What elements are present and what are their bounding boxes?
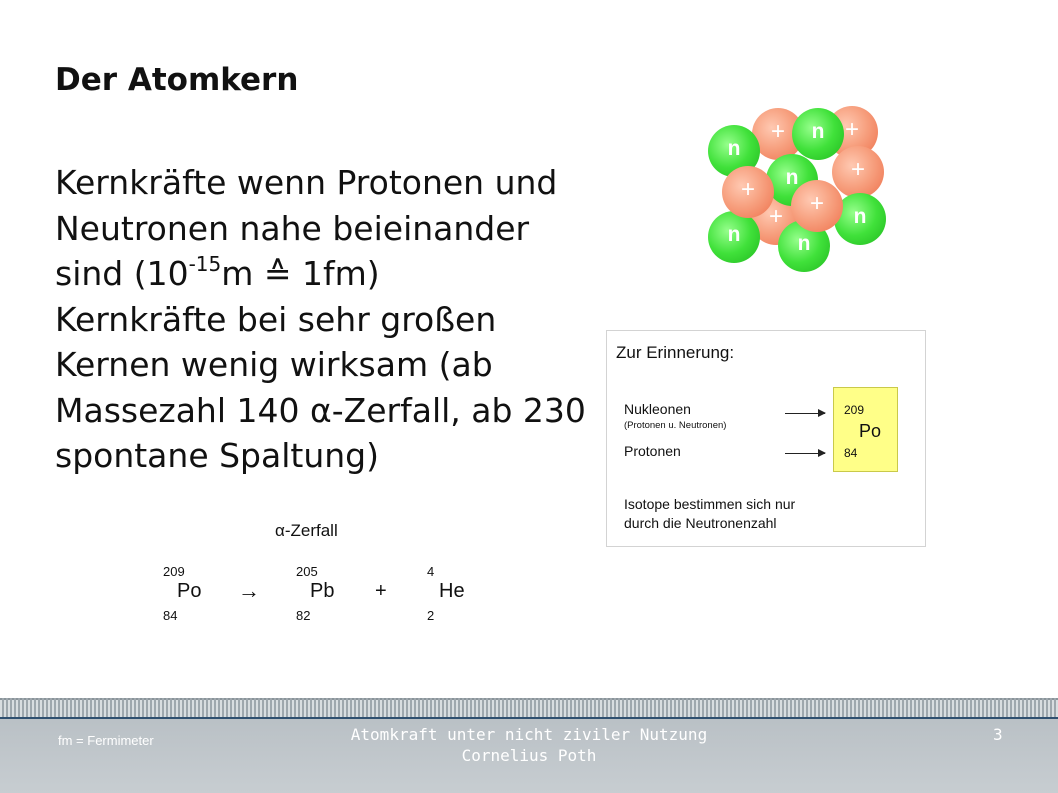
product-mass-number: 205: [296, 564, 318, 579]
isotope-note-line-1: Isotope bestimmen sich nur: [624, 496, 796, 512]
proton-symbol: +: [850, 156, 865, 183]
neutron-ball: [708, 211, 760, 263]
body-line-1: Kernkräfte wenn Protonen und Neutronen nahe beieinander sind (10: [55, 163, 558, 293]
protons-label: Protonen: [624, 443, 681, 459]
alpha-symbol: He: [439, 580, 465, 602]
element-symbol: Po: [859, 421, 882, 441]
element-atomic-number: 84: [844, 446, 858, 460]
protons-arrow: [785, 453, 825, 454]
element-box: [833, 387, 898, 472]
neutron-symbol: n: [853, 205, 867, 228]
slide-title: Der Atomkern: [55, 62, 299, 98]
exponent: -15: [188, 252, 222, 276]
nucleons-arrow: [785, 413, 825, 414]
proton-ball: [722, 166, 774, 218]
page-number: 3: [993, 725, 1003, 744]
footer-divider: [0, 717, 1058, 719]
alpha-decay-label: α-Zerfall: [275, 521, 338, 540]
footer-note: fm = Fermimeter: [58, 733, 154, 748]
product-symbol: Pb: [310, 580, 335, 602]
nucleons-note: (Protonen u. Neutronen): [624, 420, 727, 431]
proton-ball: [791, 180, 843, 232]
body-text: [55, 160, 595, 479]
product-atomic-number: 82: [296, 608, 311, 623]
neutron-symbol: n: [785, 166, 799, 189]
neutron-ball: [792, 108, 844, 160]
parent-mass-number: 209: [163, 564, 185, 579]
footer-pattern: [0, 698, 1058, 718]
proton-symbol: +: [809, 190, 824, 217]
reminder-box: [606, 330, 926, 547]
alpha-atomic-number: 2: [427, 608, 435, 623]
footer: [0, 698, 1058, 793]
alpha-mass-number: 4: [427, 564, 435, 579]
neutron-symbol: n: [797, 232, 811, 255]
body-paragraph-2: Kernkräfte bei sehr großen Kernen wenig wirksam (ab Massezahl 140 α-Zerfall, ab 230 spontane Spaltung): [55, 299, 586, 475]
plus-sign: +: [375, 580, 387, 602]
reminder-heading: Zur Erinnerung:: [616, 343, 735, 362]
decay-arrow: →: [238, 578, 260, 603]
proton-symbol: +: [770, 118, 785, 145]
proton-symbol: +: [844, 116, 859, 143]
footer-author: Cornelius Poth: [461, 746, 597, 765]
neutron-symbol: n: [811, 120, 825, 143]
body-paragraph-1: [55, 160, 595, 297]
proton-symbol: +: [768, 203, 783, 230]
parent-symbol: Po: [177, 580, 202, 602]
proton-ball: [832, 146, 884, 198]
body-line-1-end: m ≙ 1fm): [221, 254, 380, 293]
element-mass-number: 209: [844, 403, 865, 417]
proton-symbol: +: [740, 176, 755, 203]
neutron-symbol: n: [727, 223, 741, 246]
neutron-symbol: n: [727, 137, 741, 160]
footer-title: Atomkraft unter nicht ziviler Nutzung: [350, 725, 708, 744]
parent-atomic-number: 84: [163, 608, 178, 623]
nucleons-label: Nukleonen: [624, 401, 691, 417]
isotope-note-line-2: durch die Neutronenzahl: [624, 515, 777, 531]
